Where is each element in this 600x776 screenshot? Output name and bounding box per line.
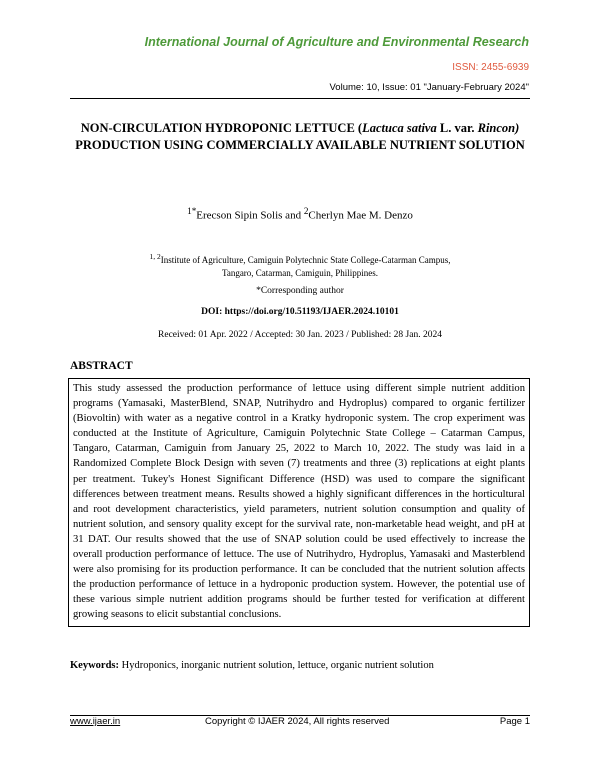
doi[interactable]: DOI: https://doi.org/10.51193/IJAER.2024.10101	[201, 307, 399, 317]
corresponding-author: *Corresponding author	[256, 286, 344, 296]
header-rule	[70, 98, 530, 99]
authors: $^{1*}$Erecson Sipin Solis and $^2$Cherlyn Mae M. Denzo	[187, 206, 413, 222]
issn: ISSN: 2455-6939	[452, 62, 529, 73]
keywords: Keywords: Hydroponics, inorganic nutrient solution, lettuce, organic nutrient solution	[70, 660, 434, 671]
copyright: Copyright © IJAER 2024, All rights reserved	[205, 716, 390, 727]
abstract-box: This study assessed the production performance of lettuce using different simple nutrient addition programs (Yamasaki, MasterBlend, SNAP, Nutrihydro and Hydroplus) compared to organic fertilizer (Biovoltin) with water as a negative control in a Kratky hydroponic system. The crop experiment was conducted at the Institute of Agriculture, Camiguin Polytechnic State College – Catarman Campus, Tangaro, Catarman, Camiguin from January 25, 2022 to March 10, 2022. The study was laid in a Randomized Complete Block Design with seven (7) treatments and three (3) replications at eight plants per treatment. Tukey's Honest Significant Difference (HSD) was used to compare the significant differences between treatment means. Results showed a highly significant differences in the horticultural and root development characteristics, yield parameters, nutrient solution consumption and quality of nutrient solution, and sensory quality except for the survival rate, non-marketable head weight, and pH at 31 DAT. Our results showed that the use of SNAP solution could be used effectively to increase the overall production performance of lettuce. The use of Nutrihydro, Hydroplus, Yamasaki and Masterblend were also promising for its production performance. It can be concluded that the nutrient solution affects the production performance of lettuce in a hydroponic production system. However, the potential use of these various simple nutrient addition programs should be further tested for verification at different growing seasons to elicit substantial conclusions.	[68, 378, 530, 627]
journal-name: International Journal of Agriculture and Environmental Research	[144, 35, 529, 49]
paper-title: NON-CIRCULATION HYDROPONIC LETTUCE (Lactuca sativa L. var. Rincon) PRODUCTION USING COMMERCIALLY AVAILABLE NUTRIENT SOLUTION	[75, 121, 525, 152]
publication-dates: Received: 01 Apr. 2022 / Accepted: 30 Jan. 2023 / Published: 28 Jan. 2024	[158, 330, 442, 340]
affiliation: $^{1, 2}$Institute of Agriculture, Camiguin Polytechnic State College-Catarman Campus, Tangaro, Catarman, Camiguin, Philippines.	[149, 252, 451, 278]
journal-url-link[interactable]: www.ijaer.in	[70, 716, 121, 727]
page-number: Page 1	[499, 716, 530, 727]
abstract-heading: ABSTRACT	[70, 360, 133, 372]
volume-issue: Volume: 10, Issue: 01 "January-February 2024"	[329, 82, 529, 93]
footer	[70, 716, 530, 730]
